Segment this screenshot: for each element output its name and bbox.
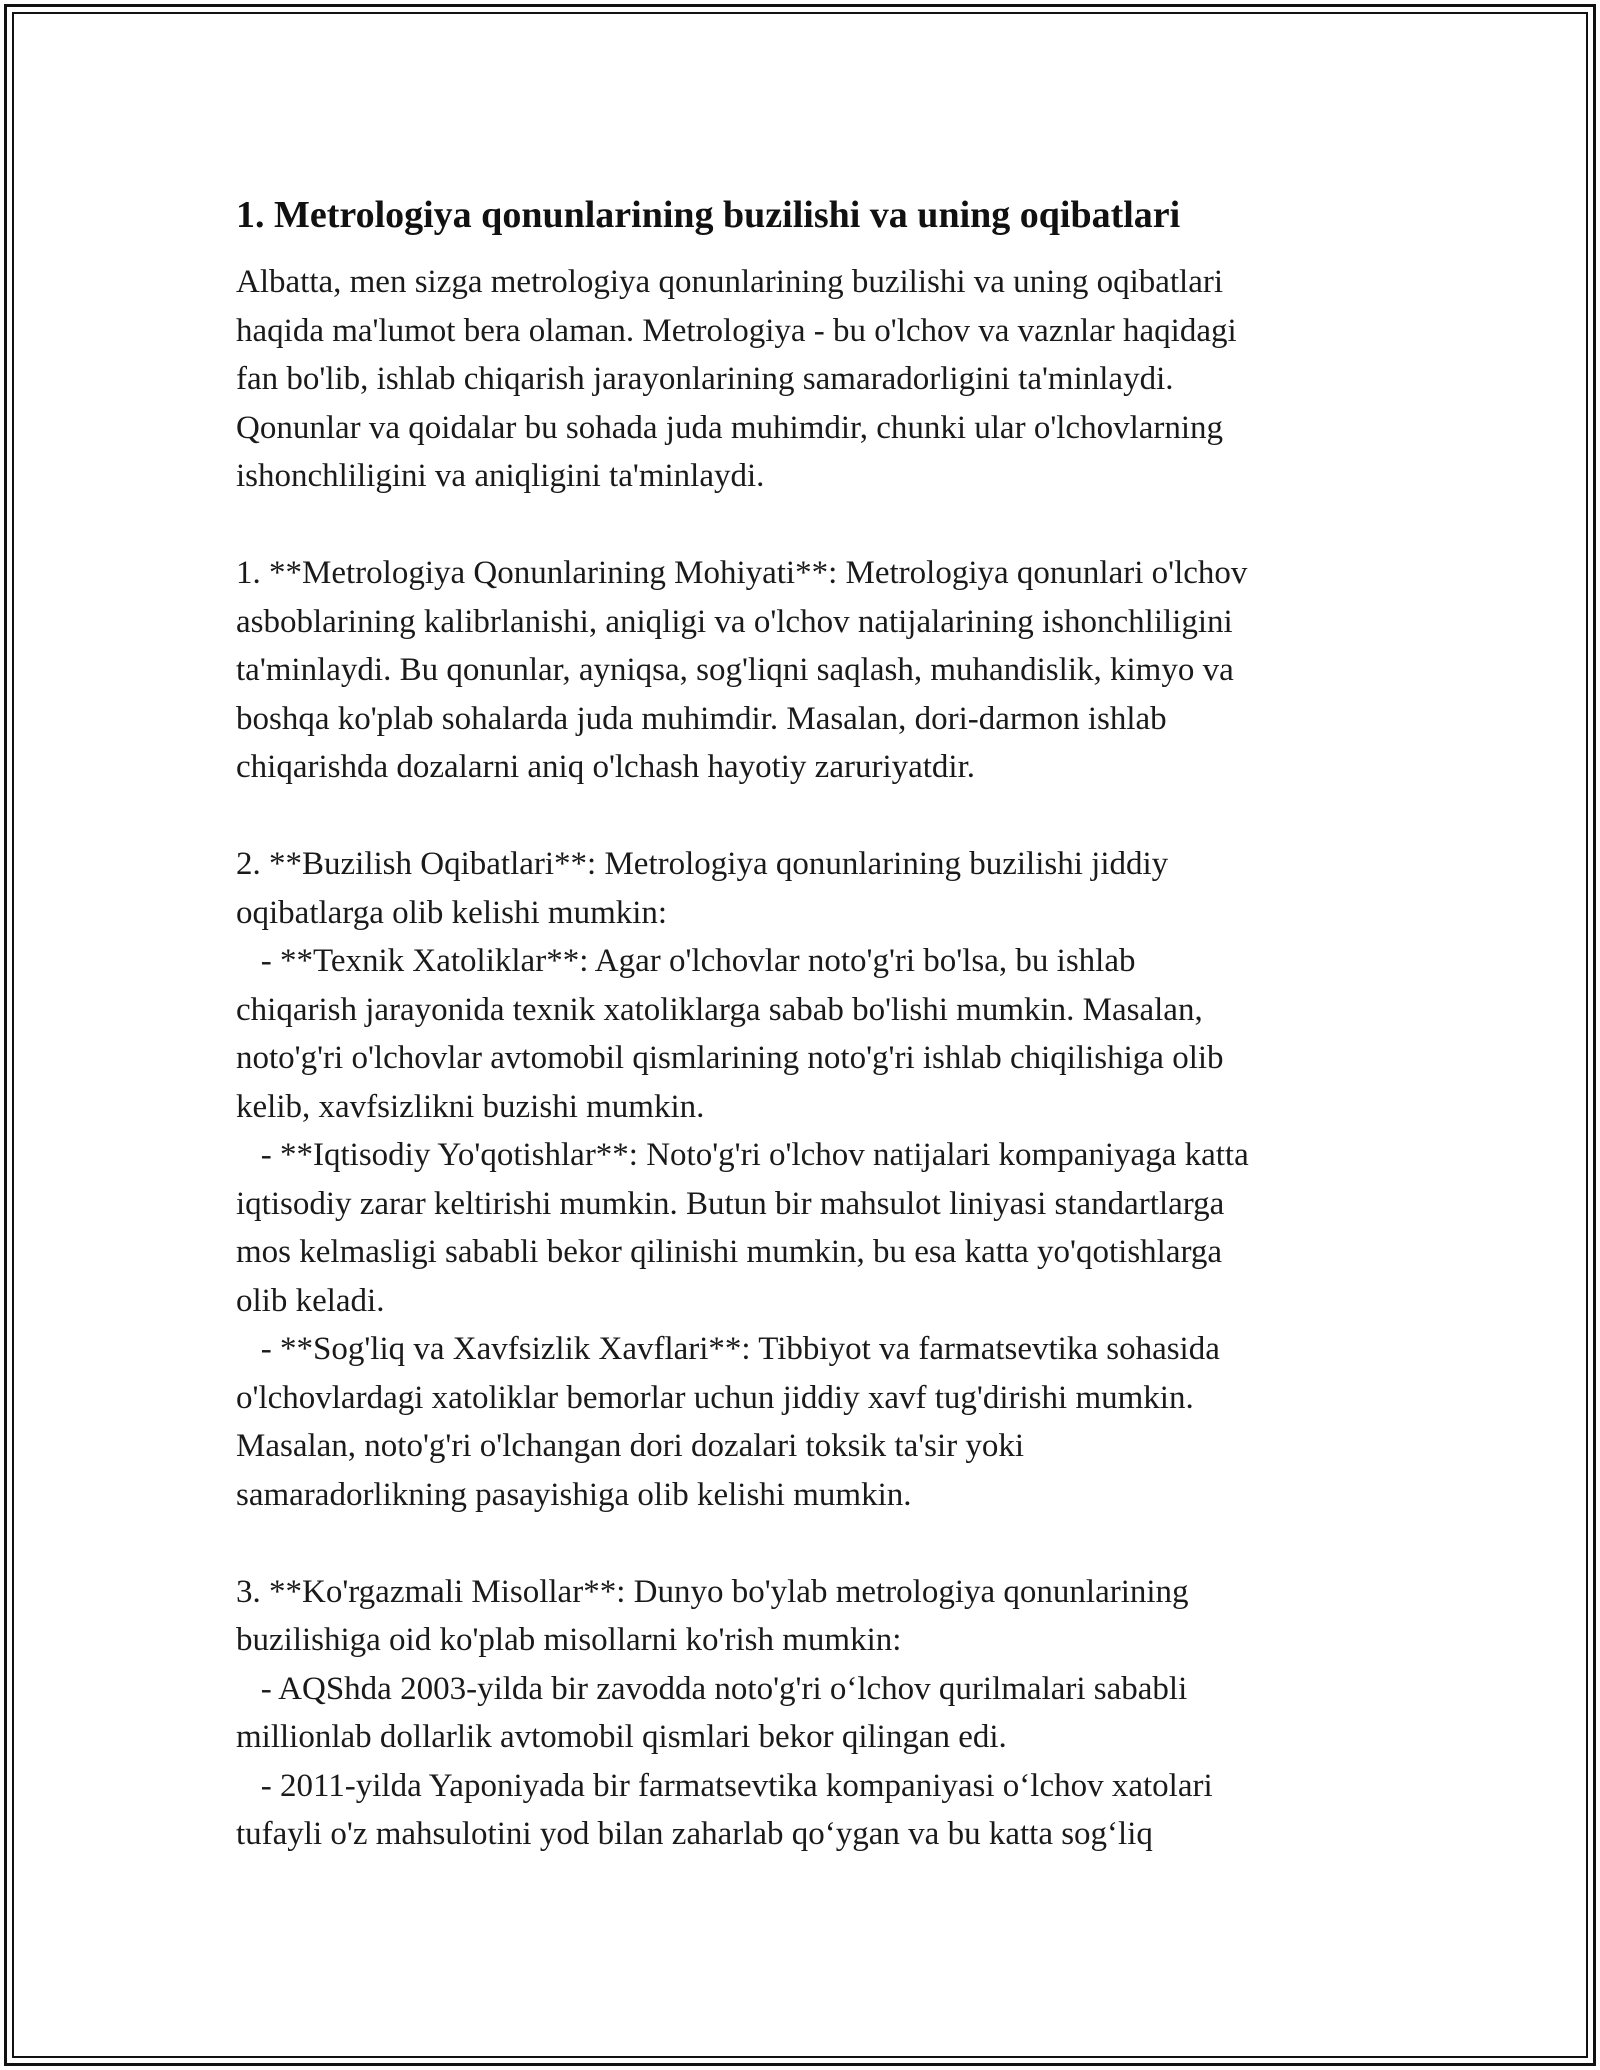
- document-title: 1. Metrologiya qonunlarining buzilishi va uning oqibatlari: [236, 194, 1181, 236]
- paragraph-gap: [236, 1519, 1386, 1568]
- document-body: [236, 190, 1386, 1859]
- section-2-paragraph: 2. **Buzilish Oqibatlari**: Metrologiya qonunlarining buzilishi jiddiy oqibatlarga olib kelishi mumkin: - **Texnik Xatoliklar**: Agar o'lchovlar noto'g'ri bo'lsa, bu ishlab chiqarish jarayonida texnik xatoliklarga sabab bo'lishi mumkin. Masalan, noto'g'ri o'lchovlar avtomobil qismlarining noto'g'ri ishlab chiqilishiga olib kelib, xavfsizlikni buzishi mumkin. - **Iqtisodiy Yo'qotishlar**: Noto'g'ri o'lchov natijalari kompaniyaga katta iqtisodiy zarar keltirishi mumkin. Butun bir mahsulot liniyasi standartlarga mos kelmasligi sababli bekor qilinishi mumkin, bu esa katta yo'qotishlarga olib keladi. - **Sog'liq va Xavfsizlik Xavflari**: Tibbiyot va farmatsevtika sohasida o'lchovlardagi xatoliklar bemorlar uchun jiddiy xavf tug'dirishi mumkin. Masalan, noto'g'ri o'lchangan dori dozalari toksik ta'sir yoki samaradorlikning pasayishiga olib kelishi mumkin.: [236, 846, 1249, 1513]
- paragraph-gap: [236, 792, 1386, 841]
- section-1-paragraph: 1. **Metrologiya Qonunlarining Mohiyati**: Metrologiya qonunlari o'lchov asboblarining kalibrlanishi, aniqligi va o'lchov natijalarining ishonchliligini ta'minlaydi. Bu qonunlar, ayniqsa, sog'liqni saqlash, muhandislik, kimyo va boshqa ko'plab sohalarda juda muhimdir. Masalan, dori-darmon ishlab chiqarishda dozalarni aniq o'lchash hayotiy zaruriyatdir.: [236, 555, 1248, 785]
- intro-paragraph: Albatta, men sizga metrologiya qonunlarining buzilishi va uning oqibatlari haqida ma'lumot bera olaman. Metrologiya - bu o'lchov va vaznlar haqidagi fan bo'lib, ishlab chiqarish jarayonlarining samaradorligini ta'minlaydi. Qonunlar va qoidalar bu sohada juda muhimdir, chunki ular o'lchovlarning ishonchliligini va aniqligini ta'minlaydi.: [236, 264, 1237, 494]
- section-3-paragraph: 3. **Ko'rgazmali Misollar**: Dunyo bo'ylab metrologiya qonunlarining buzilishiga oid ko'plab misollarni ko'rish mumkin: - AQShda 2003-yilda bir zavodda noto'g'ri o‘lchov qurilmalari sababli millionlab dollarlik avtomobil qismlari bekor qilingan edi. - 2011-yilda Yaponiyada bir farmatsevtika kompaniyasi o‘lchov xatolari tufayli o'z mahsulotini yod bilan zaharlab qo‘ygan va bu katta sog‘liq: [236, 1573, 1213, 1852]
- paragraph-gap: [236, 501, 1386, 550]
